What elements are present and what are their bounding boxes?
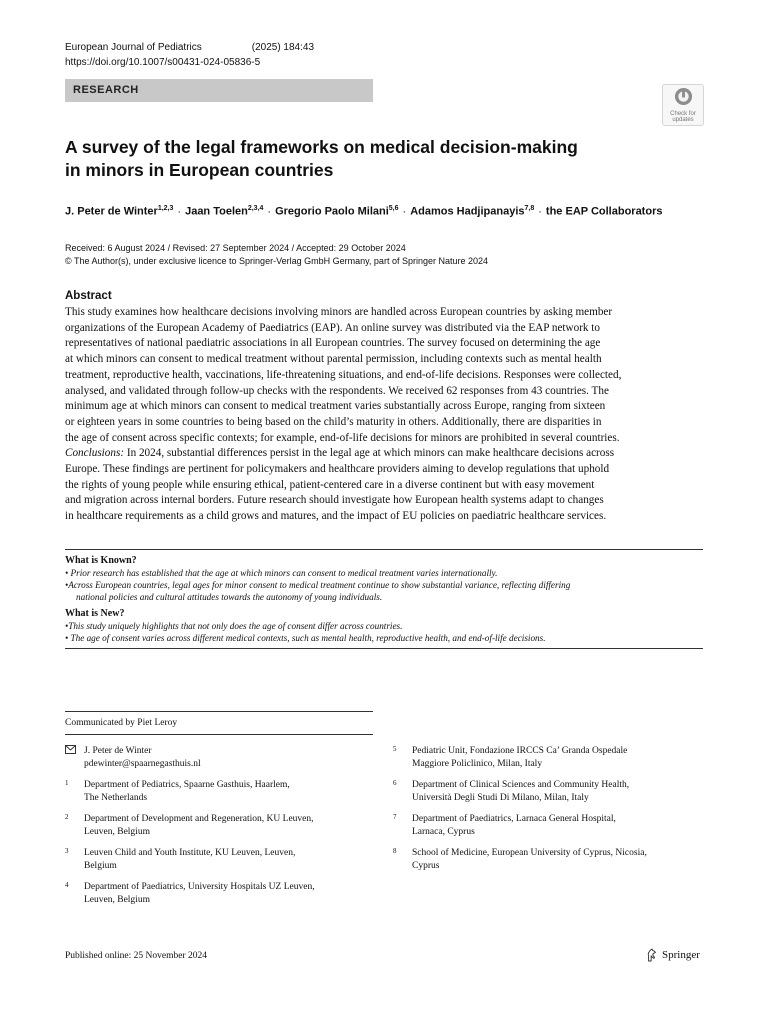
affiliation-item — [393, 745, 703, 770]
corresponding-author-name: J. Peter de Winter — [84, 746, 152, 756]
check-for-updates-badge[interactable] — [662, 84, 704, 126]
author-name[interactable]: the EAP Collaborators — [545, 205, 663, 218]
affiliation-line: Leuven, Belgium — [84, 894, 150, 905]
abstract-text — [65, 305, 703, 525]
affiliation-line: Belgium — [84, 860, 117, 871]
author-separator: · — [402, 205, 407, 218]
check-updates-line-1: Check for — [670, 111, 696, 117]
affiliation-line: Department of Development and Regeneration, KU Leuven, — [84, 814, 314, 824]
abstract-line: and migration across internal borders. Future research should investigate how European health systems adapt to changes — [65, 494, 604, 507]
affiliation-number: 7 — [393, 813, 397, 821]
known-item-text: • Prior research has established that the age at which minors can consent to medical treatment varies internationally. — [65, 568, 498, 578]
affiliation-item — [393, 779, 703, 804]
author-name[interactable]: Adamos Hadjipanayis — [410, 205, 525, 218]
affiliation-number: 1 — [65, 779, 69, 787]
affiliations-left-column — [65, 745, 365, 915]
affiliation-line: Department of Pediatrics, Spaarne Gasthuis, Haarlem, — [84, 780, 290, 790]
author-name[interactable]: Gregorio Paolo Milani — [275, 205, 389, 218]
author-affiliation-sup: 5,6 — [388, 205, 399, 212]
abstract-line: organizations of the European Academy of Paediatrics (EAP). An online survey was distributed via the EAP network to — [65, 321, 601, 334]
affiliation-line: School of Medicine, European University of Cyprus, Nicosia, — [412, 848, 647, 858]
springer-horse-icon — [646, 948, 658, 962]
affiliation-number: 8 — [393, 847, 397, 855]
abstract-line: the rights of young people while ensuring ethical, patient-centered care in a diverse continent but with easy movement — [65, 478, 595, 491]
article-title-line-2: in minors in European countries — [65, 160, 334, 180]
abstract-line: or eighteen years in some countries to being based on the child’s maturity in others. Additionally, there are disparities in — [65, 415, 602, 428]
new-heading: What is New? — [65, 608, 125, 619]
affiliation-item — [65, 881, 365, 906]
article-title-line-1: A survey of the legal frameworks on medical decision-making — [65, 137, 578, 157]
journal-name: European Journal of Pediatrics — [65, 42, 202, 53]
known-new-box — [65, 549, 703, 649]
affiliation-item — [393, 847, 703, 872]
section-label: RESEARCH — [73, 84, 139, 96]
journal-volume: (2025) 184:43 — [251, 42, 315, 53]
author-name[interactable]: J. Peter de Winter — [65, 205, 158, 218]
affiliation-number: 3 — [65, 847, 69, 855]
known-item-text: •Across European countries, legal ages for minor consent to medical treatment continue to show substantial variance, reflecting differing — [65, 580, 571, 590]
abstract-line: Conclusions: In 2024, substantial differences persist in the legal age at which minors can make healthcare decisions across — [65, 447, 615, 460]
author-affiliation-sup: 7,8 — [524, 205, 535, 212]
abstract-line: representatives of national paediatric associations in all European countries. The survey focused on determining the age — [65, 337, 601, 350]
new-item: • The age of consent varies across different medical contexts, such as mental health, reproductive health, and end-of-life decisions. — [65, 633, 546, 643]
doi-link[interactable]: https://doi.org/10.1007/s00431-024-05836-5 — [65, 57, 261, 68]
copyright-line: © The Author(s), under exclusive licence to Springer-Verlag GmbH Germany, part of Springer Nature 2024 — [65, 256, 488, 266]
affiliations-right-column — [393, 745, 703, 881]
affiliation-item — [393, 813, 703, 838]
affiliation-item — [65, 847, 365, 872]
affiliation-line: Department of Paediatrics, Larnaca General Hospital, — [412, 814, 616, 824]
abstract-line: treatment, reproductive health, vaccinations, life-threatening situations, and end-of-life decisions. Responses were collected, — [65, 368, 622, 381]
affiliation-line: Maggiore Policlinico, Milan, Italy — [412, 758, 543, 769]
affiliation-number: 4 — [65, 881, 69, 889]
author-separator: · — [177, 205, 182, 218]
affiliation-number: 6 — [393, 779, 397, 787]
abstract-heading: Abstract — [65, 290, 112, 302]
corresponding-author — [65, 745, 365, 770]
check-updates-icon — [674, 87, 693, 106]
abstract-line: in healthcare requirements as a child grows and matures, and the impact of EU policies on paediatric healthcare services. — [65, 510, 607, 523]
known-box-bottom-rule — [65, 648, 703, 649]
article-dates — [65, 242, 488, 268]
author-separator: · — [267, 205, 272, 218]
author-list — [65, 205, 662, 218]
affiliation-item — [65, 779, 365, 804]
known-item — [65, 567, 703, 579]
known-heading: What is Known? — [65, 555, 137, 566]
author-affiliation-sup: 2,3,4 — [247, 205, 264, 212]
communicated-by-block — [65, 711, 373, 735]
affiliation-item — [65, 813, 365, 838]
new-item: •This study uniquely highlights that not only does the age of consent differ across countries. — [65, 621, 403, 631]
affiliation-line: Department of Paediatrics, University Hospitals UZ Leuven, — [84, 882, 315, 892]
affiliation-line: Department of Clinical Sciences and Community Health, — [412, 780, 630, 790]
known-box-top-rule — [65, 549, 703, 550]
affiliation-line: Leuven, Belgium — [84, 826, 150, 837]
affiliation-number: 5 — [393, 745, 397, 753]
abstract-line: This study examines how healthcare decisions involving minors are handled across European countries by asking member — [65, 306, 613, 318]
article-history: Received: 6 August 2024 / Revised: 27 September 2024 / Accepted: 29 October 2024 — [65, 243, 406, 253]
affiliation-line: Università Degli Studi Di Milano, Milan, Italy — [412, 792, 589, 803]
abstract-line: minimum age at which minors can consent to medical treatment varies substantially across Europe, ranging from sixteen — [65, 400, 606, 413]
envelope-icon — [65, 745, 76, 754]
affiliation-line: The Netherlands — [84, 792, 148, 803]
journal-citation — [65, 42, 314, 53]
affiliation-line: Cyprus — [412, 860, 440, 871]
communicated-by: Communicated by Piet Leroy — [65, 718, 178, 728]
abstract-line: Europe. These findings are pertinent for policymakers and healthcare providers aiming to develop regulations that uphold — [65, 463, 610, 476]
known-item-continuation: national policies and cultural attitudes towards the autonomy of young individuals. — [76, 592, 383, 602]
author-separator: · — [538, 205, 542, 218]
publisher-name: Springer — [662, 949, 700, 961]
known-item — [65, 579, 703, 603]
affiliation-line: Larnaca, Cyprus — [412, 826, 475, 837]
check-updates-line-2: updates — [672, 117, 694, 123]
published-online: Published online: 25 November 2024 — [65, 951, 207, 961]
abstract-line: analysed, and validated through follow-up checks with the respondents. We received 62 responses from 43 countries. The — [65, 384, 609, 397]
abstract-line: the age of consent across specific contexts; for example, end-of-life decisions for minors are prohibited in several countries. — [65, 431, 620, 444]
affiliation-line: Leuven Child and Youth Institute, KU Leuven, Leuven, — [84, 848, 296, 858]
abstract-line: at which minors can consent to medical treatment without parental permission, including contexts such as mental health — [65, 353, 602, 366]
section-banner — [65, 79, 373, 102]
publisher-logo — [646, 948, 700, 962]
footnote-bottom-rule — [65, 734, 373, 735]
corresponding-author-email[interactable]: pdewinter@spaarnegasthuis.nl — [84, 758, 201, 769]
article-title — [65, 136, 665, 182]
affiliation-line: Pediatric Unit, Fondazione IRCCS Ca’ Granda Ospedale — [412, 746, 628, 756]
affiliation-number: 2 — [65, 813, 69, 821]
conclusions-label: Conclusions: — [65, 447, 125, 460]
author-name[interactable]: Jaan Toelen — [185, 205, 248, 218]
author-affiliation-sup: 1,2,3 — [157, 205, 174, 212]
